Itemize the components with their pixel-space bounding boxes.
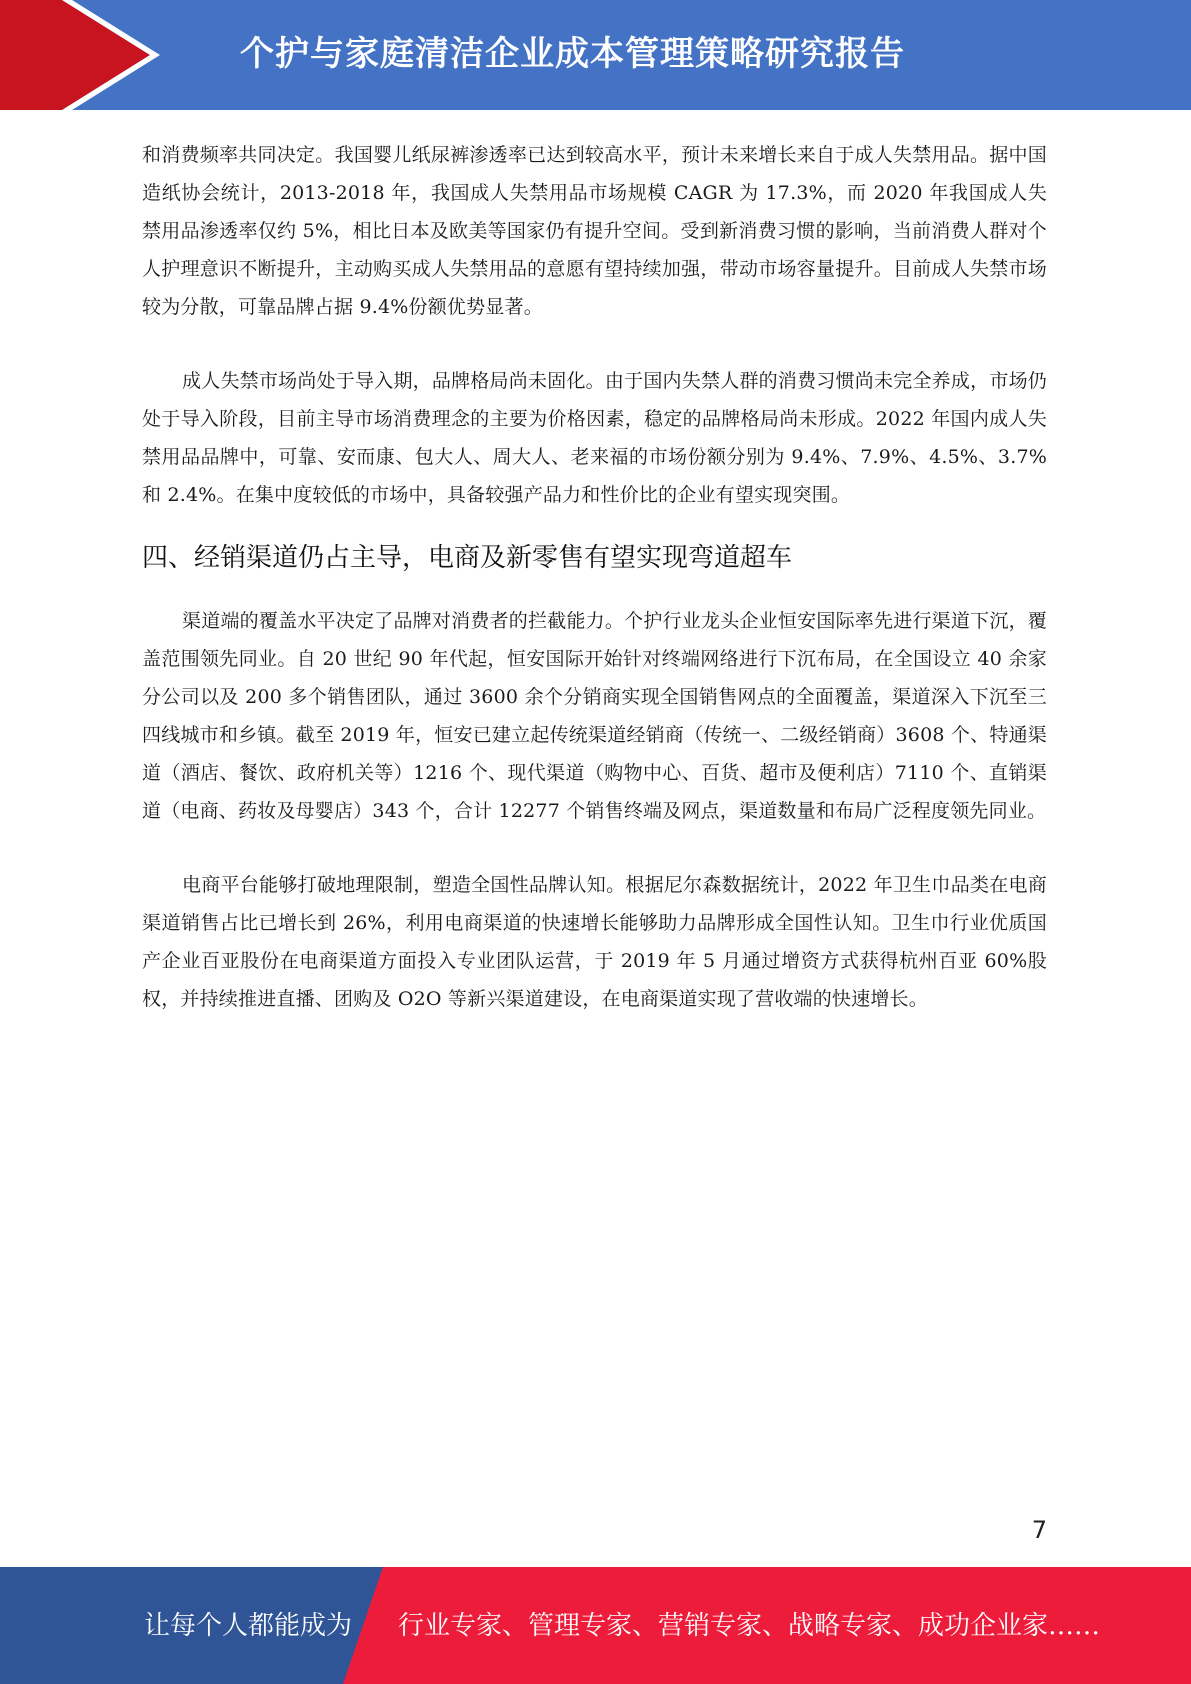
paragraph-brand-landscape: 成人失禁市场尚处于导入期，品牌格局尚未固化。由于国内失禁人群的消费习惯尚未完全养成，市场仍处于导入阶段，目前主导市场消费理念的主要为价格因素，稳定的品牌格局尚未形成。2022 年国内成人失禁用品品牌中，可靠、安而康、包大人、周大人、老来福的市场份额分别为 9.4%、7.9%、4.5%、3.7%和 2.4%。在集中度较低的市场中，具备较强产品力和性价比的企业有望实现突围。: [142, 370, 1047, 506]
paragraph-channel-coverage: 渠道端的覆盖水平决定了品牌对消费者的拦截能力。个护行业龙头企业恒安国际率先进行渠道下沉，覆盖范围领先同业。自 20 世纪 90 年代起，恒安国际开始针对终端网络进行下沉布局，在全国设立 40 余家分公司以及 200 多个销售团队，通过 3600 余个分销商实现全国销售网点的全面覆盖，渠道深入下沉至三四线城市和乡镇。截至 2019 年，恒安已建立起传统渠道经销商（传统一、二级经销商）3608 个、特通渠道（酒店、餐饮、政府机关等）1216 个、现代渠道（购物中心、百货、超市及便利店）7110 个、直销渠道（电商、药妆及母婴店）343 个，合计 12277 个销售终端及网点，渠道数量和布局广泛程度领先同业。: [142, 610, 1047, 822]
page-body: [142, 136, 1047, 1018]
section-heading: 四、经销渠道仍占主导，电商及新零售有望实现弯道超车: [142, 543, 793, 573]
page-footer: [0, 1567, 1191, 1684]
page-header: [0, 0, 1191, 110]
footer-expert-list: 行业专家、管理专家、营销专家、战略专家、成功企业家……: [398, 1611, 1101, 1641]
paragraph-ecommerce: 电商平台能够打破地理限制，塑造全国性品牌认知。根据尼尔森数据统计，2022 年卫生巾品类在电商渠道销售占比已增长到 26%，利用电商渠道的快速增长能够助力品牌形成全国性认知。卫生巾行业优质国产企业百亚股份在电商渠道方面投入专业团队运营，于 2019 年 5 月通过增资方式获得杭州百亚 60%股权，并持续推进直播、团购及 O2O 等新兴渠道建设，在电商渠道实现了营收端的快速增长。: [142, 874, 1047, 1010]
chevron-arrow-icon: [0, 0, 160, 110]
report-title: 个护与家庭清洁企业成本管理策略研究报告: [240, 34, 905, 74]
footer-slogan: 让每个人都能成为: [144, 1611, 353, 1641]
page-number: 7: [1031, 1516, 1047, 1544]
paragraph-adult-incontinence-market: 和消费频率共同决定。我国婴儿纸尿裤渗透率已达到较高水平，预计未来增长来自于成人失禁用品。据中国造纸协会统计，2013-2018 年，我国成人失禁用品市场规模 CAGR 为 17.3%，而 2020 年我国成人失禁用品渗透率仅约 5%，相比日本及欧美等国家仍有提升空间。受到新消费习惯的影响，当前消费人群对个人护理意识不断提升，主动购买成人失禁用品的意愿有望持续加强，带动市场容量提升。目前成人失禁市场较为分散，可靠品牌占据 9.4%份额优势显著。: [142, 144, 1047, 318]
